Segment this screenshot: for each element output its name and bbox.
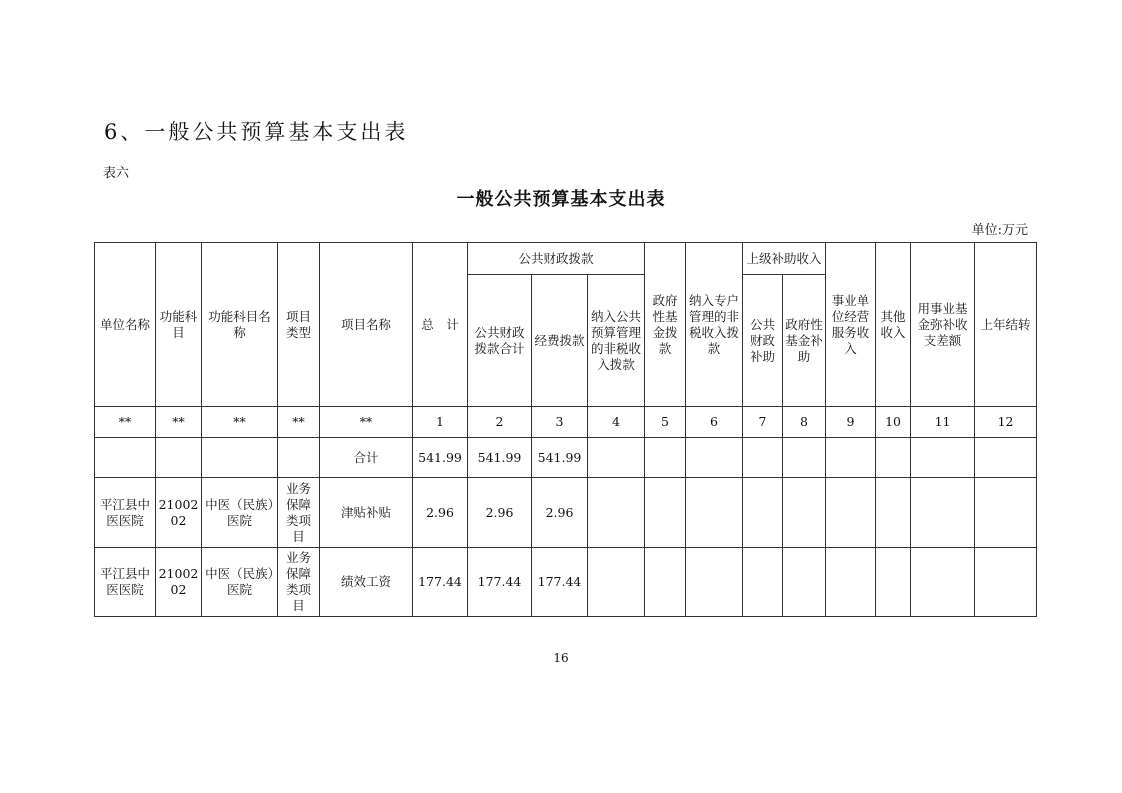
header-special-nontax: 纳入专户管理的非税收入拨款 (686, 243, 743, 407)
header-other-income: 其他收入 (876, 243, 911, 407)
code-row (95, 407, 1037, 438)
code-cell: 3 (532, 407, 588, 438)
code-cell: ** (95, 407, 156, 438)
code-cell: 2 (468, 407, 532, 438)
row-subject: 中医（民族）医院 (202, 478, 278, 548)
code-cell: ** (278, 407, 320, 438)
code-cell: 1 (413, 407, 468, 438)
header-pf-funds: 经费拨款 (532, 275, 588, 407)
row-subject: 中医（民族）医院 (202, 548, 278, 617)
row-unit: 平江县中医医院 (95, 548, 156, 617)
header-carryover: 上年结转 (975, 243, 1037, 407)
code-cell: ** (202, 407, 278, 438)
header-business-income: 事业单位经营服务收入 (826, 243, 876, 407)
page-number: 16 (553, 651, 569, 665)
header-sup-fund: 政府性基金补助 (783, 275, 826, 407)
header-superior-subsidy: 上级补助收入 (743, 243, 826, 275)
header-public-finance: 公共财政拨款 (468, 243, 645, 275)
table-number: 表六 (103, 166, 130, 181)
header-func-subject: 功能科目 (156, 243, 202, 407)
code-cell: 11 (911, 407, 975, 438)
row-unit: 平江县中医医院 (95, 478, 156, 548)
section-heading: 6、一般公共预算基本支出表 (104, 120, 409, 144)
row-pf-total: 177.44 (468, 548, 532, 617)
total-row (95, 438, 1037, 478)
row-total: 177.44 (413, 548, 468, 617)
header-project-name: 项目名称 (320, 243, 413, 407)
header-row-1 (95, 243, 1037, 275)
header-func-subject-name: 功能科目名称 (202, 243, 278, 407)
total-pf-funds: 541.99 (532, 438, 588, 478)
table-row (95, 548, 1037, 617)
row-name: 津贴补贴 (320, 478, 413, 548)
row-type: 业务保障类项目 (278, 548, 320, 617)
budget-table (94, 242, 1037, 617)
header-pf-total: 公共财政拨款合计 (468, 275, 532, 407)
header-fund-gap: 用事业基金弥补收支差额 (911, 243, 975, 407)
code-cell: ** (320, 407, 413, 438)
row-code: 2100202 (156, 548, 202, 617)
total-pf-total: 541.99 (468, 438, 532, 478)
row-name: 绩效工资 (320, 548, 413, 617)
row-code: 2100202 (156, 478, 202, 548)
code-cell: 8 (783, 407, 826, 438)
header-unit-name: 单位名称 (95, 243, 156, 407)
header-total: 总 计 (413, 243, 468, 407)
code-cell: ** (156, 407, 202, 438)
code-cell: 10 (876, 407, 911, 438)
total-value: 541.99 (413, 438, 468, 478)
header-project-type: 项目类型 (278, 243, 320, 407)
row-pf-funds: 177.44 (532, 548, 588, 617)
header-sup-public: 公共财政补助 (743, 275, 783, 407)
code-cell: 7 (743, 407, 783, 438)
code-cell: 9 (826, 407, 876, 438)
code-cell: 6 (686, 407, 743, 438)
table-title: 一般公共预算基本支出表 (456, 189, 666, 210)
unit-label: 单位:万元 (971, 223, 1028, 238)
row-pf-funds: 2.96 (532, 478, 588, 548)
row-pf-total: 2.96 (468, 478, 532, 548)
code-cell: 12 (975, 407, 1037, 438)
header-pf-nontax: 纳入公共预算管理的非税收入拨款 (588, 275, 645, 407)
row-total: 2.96 (413, 478, 468, 548)
header-gov-fund: 政府性基金拨款 (645, 243, 686, 407)
total-label: 合计 (320, 438, 413, 478)
code-cell: 4 (588, 407, 645, 438)
row-type: 业务保障类项目 (278, 478, 320, 548)
table-row (95, 478, 1037, 548)
code-cell: 5 (645, 407, 686, 438)
